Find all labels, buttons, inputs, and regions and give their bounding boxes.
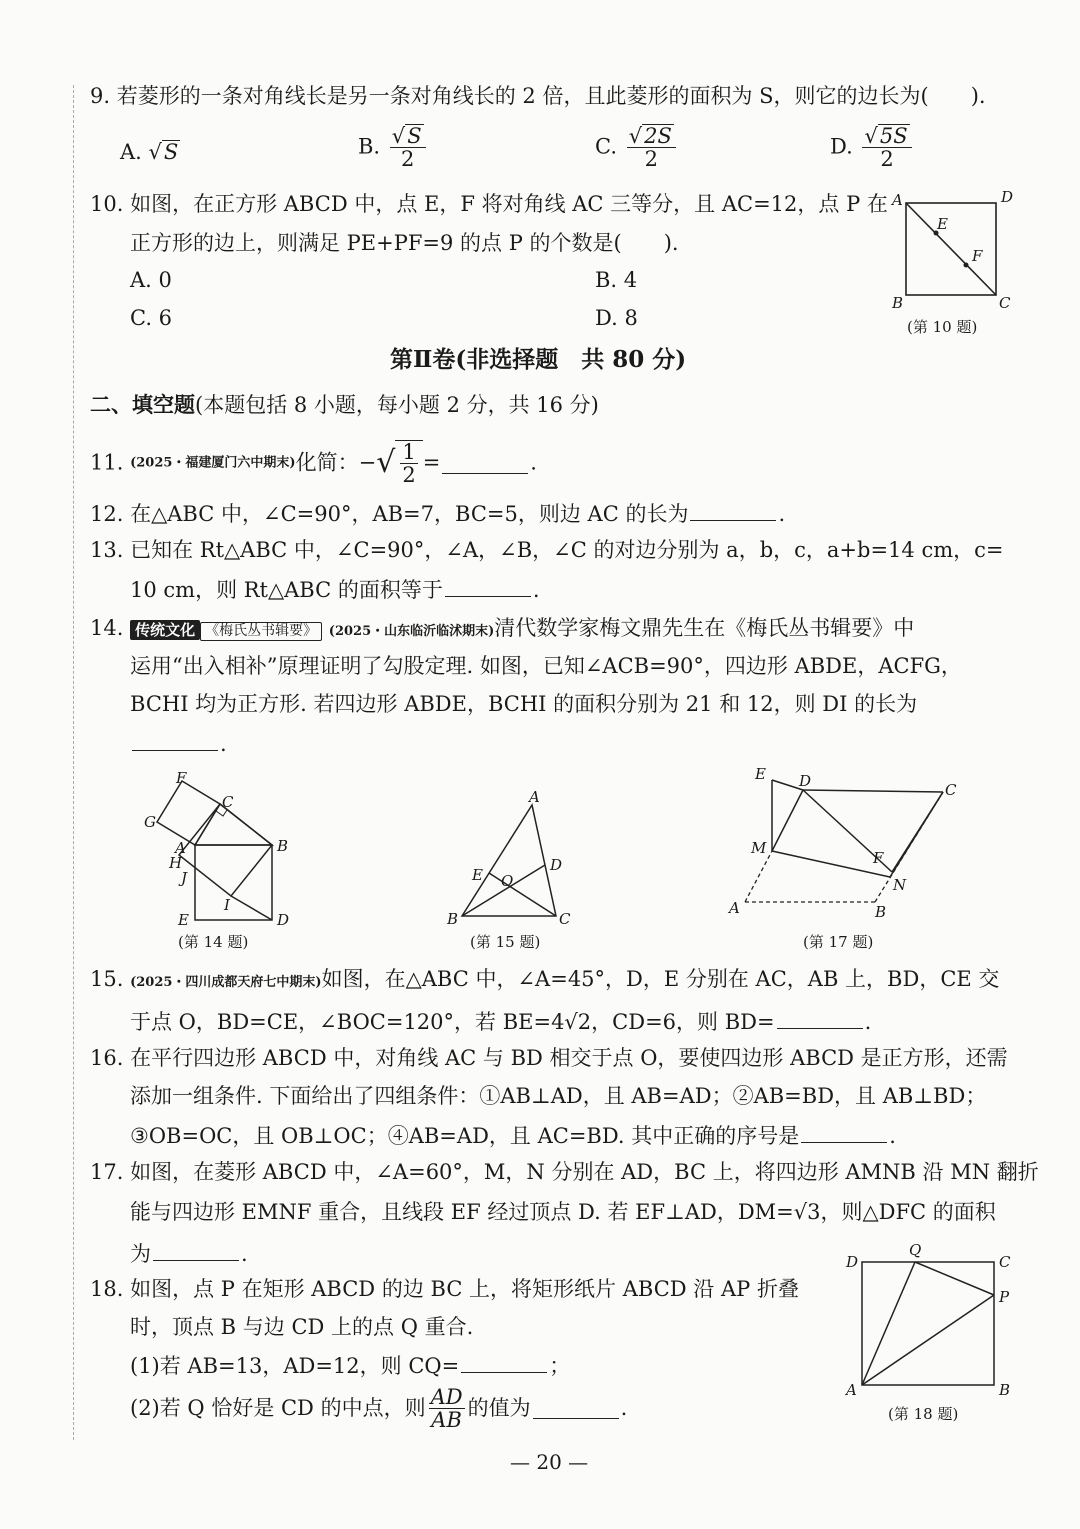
q10-option-b: B. 4	[595, 268, 638, 292]
q9-option-a: A. √S	[120, 140, 179, 164]
figure-18-caption: (第 18 题)	[888, 1405, 959, 1423]
label-j: J	[181, 869, 188, 887]
answer-blank-12[interactable]	[690, 500, 776, 521]
figure-10-caption: (第 10 题)	[907, 318, 978, 336]
label-c: C	[559, 910, 571, 928]
label-c: C	[945, 781, 957, 799]
label-a: A	[175, 839, 186, 857]
label-b: B	[875, 903, 887, 921]
tag-traditional-culture: 传统文化	[130, 620, 200, 640]
figure-18	[840, 1240, 1020, 1400]
label-p: P	[999, 1288, 1010, 1306]
question-12: 12. 在△ABC 中，∠C=90°，AB=7，BC=5，则边 AC 的长为 .	[90, 502, 786, 526]
label-e: E	[472, 866, 483, 884]
q16-line3: ③OB=OC，且 OB⊥OC；④AB=AD，且 AC=BD. 其中正确的序号是 .	[130, 1124, 896, 1148]
label-i: I	[224, 896, 230, 914]
q10-option-c: C. 6	[130, 306, 173, 330]
figure-15	[440, 780, 580, 935]
label-d: D	[799, 772, 812, 790]
question-17: 17. 如图，在菱形 ABCD 中，∠A=60°，M，N 分别在 AD，BC 上，将四边形 AMNB 沿 MN 翻折	[90, 1160, 1039, 1184]
q10-option-a: A. 0	[130, 268, 172, 292]
page-number: — 20 —	[510, 1450, 589, 1474]
label-d: D	[277, 911, 290, 929]
label-d: D	[1001, 188, 1014, 206]
answer-blank-17[interactable]	[153, 1240, 239, 1261]
q15-line2: 于点 O，BD=CE，∠BOC=120°，若 BE=4√2，CD=6，则 BD= .	[130, 1010, 872, 1034]
question-15: 15. (2025・四川成都天府七中期末)如图，在△ABC 中，∠A=45°，D，E 分别在 AC，AB 上，BD，CE 交	[90, 967, 1000, 991]
label-b: B	[892, 294, 904, 312]
q14-line2: 运用“出入相补”原理证明了勾股定理. 如图，已知∠ACB=90°，四边形 ABDE，ACFG，	[130, 654, 962, 678]
label-a: A	[729, 899, 740, 917]
question-9: 9. 若菱形的一条对角线长是另一条对角线长的 2 倍，且此菱形的面积为 S，则它的边长为( ).	[90, 84, 986, 108]
label-n: N	[893, 876, 907, 894]
q14-line3: BCHI 均为正方形. 若四边形 ABDE，BCHI 的面积分别为 21 和 12，则 DI 的长为	[130, 692, 918, 716]
label-a: A	[892, 191, 903, 209]
q18-sub1: (1)若 AB=13，AD=12，则 CQ= ；	[130, 1354, 571, 1378]
q9-option-d: D. $\frac{√5S}{2}$	[830, 124, 915, 170]
label-a: A	[529, 788, 540, 806]
label-g: G	[144, 813, 156, 831]
answer-blank-14[interactable]	[132, 730, 218, 751]
label-f: F	[176, 769, 187, 787]
binding-margin-line	[73, 85, 74, 1440]
section-2-heading: 二、填空题(本题包括 8 小题，每小题 2 分，共 16 分)	[90, 392, 599, 417]
answer-blank-15[interactable]	[777, 1008, 863, 1029]
q17-line2: 能与四边形 EMNF 重合，且线段 EF 经过顶点 D. 若 EF⊥AD，DM=√3，则△DFC 的面积	[130, 1200, 996, 1224]
label-f: F	[972, 247, 983, 265]
q17-line3: 为 .	[130, 1242, 248, 1266]
label-c: C	[222, 793, 234, 811]
q18-sub2: (2)若 Q 恰好是 CD 的中点，则 $\frac{AD}{AB}$ 的值为 .	[130, 1385, 628, 1433]
figure-14-caption: (第 14 题)	[178, 933, 249, 951]
label-e: E	[755, 765, 766, 783]
answer-blank-16[interactable]	[801, 1122, 887, 1143]
label-o: O	[501, 872, 514, 890]
question-16: 16. 在平行四边形 ABCD 中，对角线 AC 与 BD 相交于点 O，要使四边形 ABCD 是正方形，还需	[90, 1046, 1008, 1070]
q16-line2: 添加一组条件. 下面给出了四组条件：①AB⊥AD，且 AB=AD；②AB=BD，且 AB⊥BD；	[130, 1084, 987, 1108]
q10-option-d: D. 8	[595, 306, 638, 330]
q9-option-b: B. $\frac{√S}{2}$	[358, 124, 429, 170]
label-q: Q	[909, 1241, 922, 1259]
part-2-title: 第Ⅱ卷(非选择题 共 80 分)	[390, 346, 687, 373]
label-d: D	[550, 856, 563, 874]
label-b: B	[447, 910, 459, 928]
label-b: B	[999, 1381, 1011, 1399]
answer-blank-11[interactable]	[442, 453, 528, 474]
q14-line4: .	[130, 730, 227, 757]
q9-option-c: C. $\frac{√2S}{2}$	[595, 124, 679, 170]
label-d: D	[846, 1253, 859, 1271]
question-14: 14. 传统文化 《梅氏丛书辑要》 (2025・山东临沂临沭期末)清代数学家梅文鼎先生在《梅氏丛书辑要》中	[90, 616, 915, 640]
q18-line2: 时，顶点 B 与边 CD 上的点 Q 重合.	[130, 1315, 474, 1339]
label-e: E	[178, 911, 189, 929]
answer-blank-18-1[interactable]	[461, 1352, 547, 1373]
label-f: F	[873, 849, 884, 867]
q10-line2: 正方形的边上，则满足 PE+PF=9 的点 P 的个数是( ).	[130, 231, 679, 255]
label-c: C	[999, 1253, 1011, 1271]
answer-blank-13[interactable]	[445, 576, 531, 597]
label-m: M	[751, 839, 767, 857]
figure-15-caption: (第 15 题)	[470, 933, 541, 951]
label-h: H	[169, 854, 183, 872]
question-18: 18. 如图，点 P 在矩形 ABCD 的边 BC 上，将矩形纸片 ABCD 沿 AP 折叠	[90, 1277, 799, 1301]
label-b: B	[277, 837, 289, 855]
figure-14	[140, 765, 305, 935]
label-a: A	[846, 1381, 857, 1399]
figure-17	[725, 765, 965, 925]
question-13: 13. 已知在 Rt△ABC 中，∠C=90°，∠A，∠B，∠C 的对边分别为 a，b，c，a+b=14 cm，c=	[90, 538, 1004, 562]
question-10: 10. 如图，在正方形 ABCD 中，点 E，F 将对角线 AC 三等分，且 AC=12，点 P 在	[90, 192, 888, 216]
question-11: 11. (2025・福建厦门六中期末)化简：−√ $\frac{1}{2}$ = .	[90, 440, 537, 488]
figure-10	[880, 185, 1020, 340]
label-e: E	[937, 215, 948, 233]
q13-line2: 10 cm，则 Rt△ABC 的面积等于 .	[130, 578, 540, 602]
figure-17-caption: (第 17 题)	[803, 933, 874, 951]
label-c: C	[999, 294, 1011, 312]
answer-blank-18-2[interactable]	[533, 1398, 619, 1419]
